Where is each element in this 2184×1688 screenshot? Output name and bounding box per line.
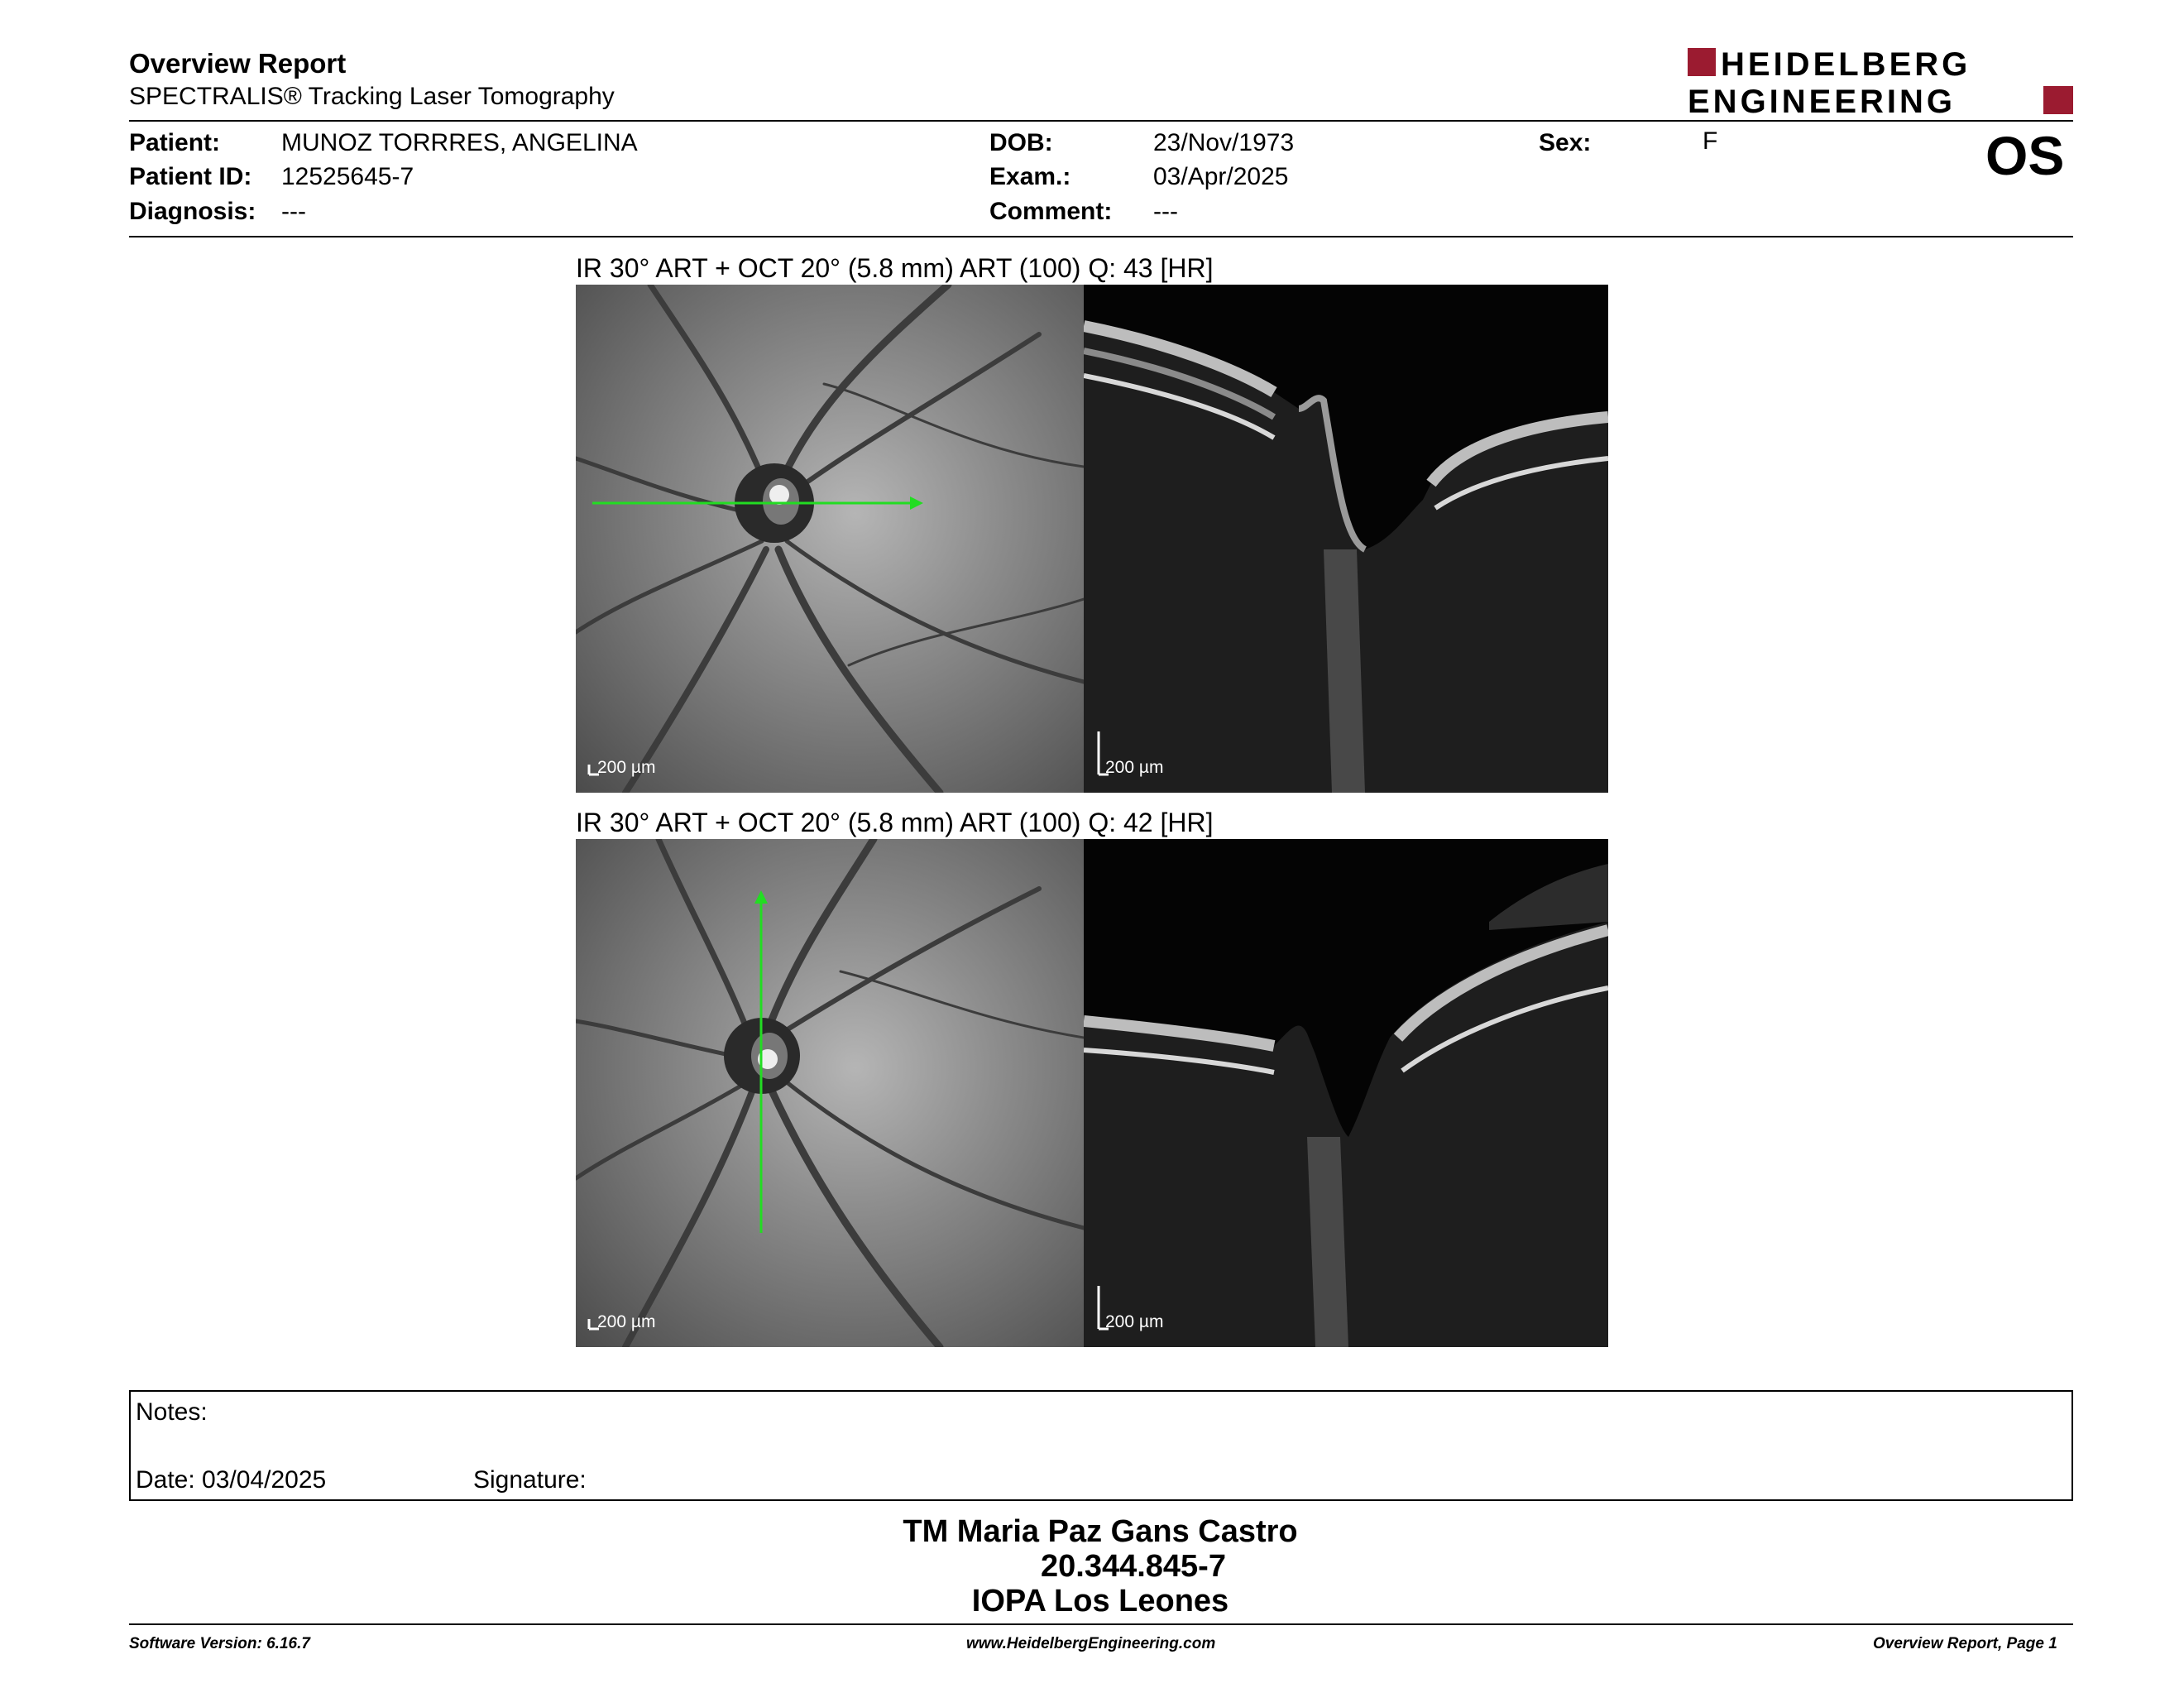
signatory-institution: IOPA Los Leones — [971, 1584, 1229, 1618]
scan1-title: IR 30° ART + OCT 20° (5.8 mm) ART (100) Q: 43 [HR] — [576, 253, 1214, 283]
patient-id-label: Patient ID: — [129, 163, 252, 190]
website-link[interactable]: www.HeidelbergEngineering.com — [966, 1635, 1216, 1652]
scan2-oct-image — [1084, 839, 1608, 1347]
comment-value: --- — [1153, 198, 1178, 225]
scan1-oct-scale: 200 µm — [1105, 758, 1164, 777]
logo-line1: HEIDELBERG — [1721, 46, 1971, 83]
scan2-oct-drawing — [1084, 839, 1608, 1347]
sex-value: F — [1703, 127, 1718, 155]
notes-date: Date: 03/04/2025 — [136, 1466, 327, 1494]
scan2-oct-scale: 200 µm — [1105, 1312, 1164, 1331]
scan2-fundus-drawing — [576, 839, 1084, 1347]
notes-label: Notes: — [136, 1398, 208, 1426]
scan2-ir-scale: 200 µm — [597, 1312, 656, 1331]
diagnosis-label: Diagnosis: — [129, 198, 256, 225]
exam-value: 03/Apr/2025 — [1153, 163, 1289, 190]
dob-value: 23/Nov/1973 — [1153, 129, 1295, 156]
footer-rule — [129, 1623, 2073, 1625]
page-indicator: Overview Report, Page 1 — [1873, 1635, 2057, 1652]
scan1-oct-drawing — [1084, 285, 1608, 793]
info-rule — [129, 236, 2073, 237]
exam-label: Exam.: — [989, 163, 1071, 190]
software-version: Software Version: 6.16.7 — [129, 1635, 310, 1652]
signatory-name: TM Maria Paz Gans Castro — [903, 1514, 1298, 1549]
report-title: Overview Report — [129, 48, 347, 79]
patient-label: Patient: — [129, 129, 221, 156]
logo-line2: ENGINEERING — [1688, 84, 1956, 117]
notes-box[interactable] — [129, 1390, 2073, 1501]
comment-label: Comment: — [989, 198, 1113, 225]
dob-label: DOB: — [989, 129, 1053, 156]
signature-label: Signature: — [473, 1466, 587, 1494]
scan1-oct-image — [1084, 285, 1608, 793]
eye-indicator: OS — [1985, 125, 2065, 186]
patient-name: MUNOZ TORRRES, ANGELINA — [281, 129, 638, 156]
scan1-scan-arrow — [910, 496, 923, 510]
heidelberg-logo — [1688, 46, 2073, 117]
scan2-title: IR 30° ART + OCT 20° (5.8 mm) ART (100) Q: 42 [HR] — [576, 808, 1214, 837]
report-subtitle: SPECTRALIS® Tracking Laser Tomography — [129, 83, 615, 110]
patient-id: 12525645-7 — [281, 163, 414, 190]
scan1-fundus-drawing — [576, 285, 1084, 793]
scan1-ir-image — [576, 285, 1084, 793]
scan2-ir-image — [576, 839, 1084, 1347]
scan1-ir-scale: 200 µm — [597, 758, 656, 777]
scan2-scan-arrow — [754, 890, 768, 904]
header-rule — [129, 120, 2073, 122]
signatory-id: 20.344.845-7 — [1041, 1549, 1226, 1584]
diagnosis-value: --- — [281, 198, 306, 225]
sex-label: Sex: — [1539, 129, 1592, 156]
